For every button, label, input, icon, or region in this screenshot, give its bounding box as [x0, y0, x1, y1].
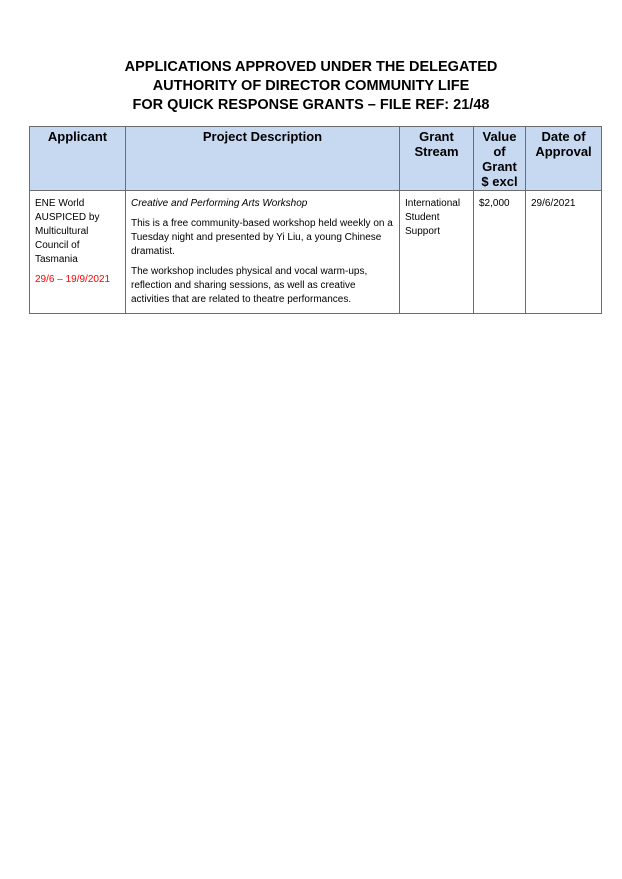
table-header-row: [30, 127, 602, 191]
title-line-3: FOR QUICK RESPONSE GRANTS – FILE REF: 21/48: [132, 97, 490, 113]
cell-project-description: [126, 191, 400, 314]
applicant-name: ENE World AUSPICED by Multicultural Council of Tasmania: [35, 198, 100, 265]
header-value-line-4: $ excl: [481, 174, 518, 189]
cell-value: $2,000: [474, 191, 526, 314]
project-description-paragraph-1: This is a free community-based workshop held weekly on a Tuesday night and presented by Yi Liu, a young Chinese dramatist.: [131, 218, 393, 257]
document-title: [0, 58, 622, 115]
applicant-date-range: 29/6 – 19/9/2021: [35, 274, 111, 285]
header-value-line-1: Value: [482, 129, 517, 144]
header-project-description: Project Description: [126, 127, 400, 191]
header-value: [474, 127, 526, 191]
header-value-line-3: Grant: [482, 159, 517, 174]
project-title: Creative and Performing Arts Workshop: [131, 198, 308, 209]
grants-table: [29, 126, 602, 314]
cell-grant-stream: International Student Support: [400, 191, 474, 314]
project-description-paragraph-2: The workshop includes physical and vocal warm-ups, reflection and sharing sessions, as well as creative activities that are related to theatre performances.: [131, 266, 368, 305]
title-line-2: AUTHORITY OF DIRECTOR COMMUNITY LIFE: [152, 78, 470, 94]
header-grant-stream: Grant Stream: [400, 127, 474, 191]
table-row: [30, 191, 602, 314]
cell-applicant: [30, 191, 126, 314]
title-line-1: APPLICATIONS APPROVED UNDER THE DELEGATED: [124, 59, 498, 75]
header-value-line-2: of: [493, 144, 506, 159]
cell-date-of-approval: 29/6/2021: [526, 191, 602, 314]
header-applicant: Applicant: [30, 127, 126, 191]
header-date-of-approval: Date of Approval: [526, 127, 602, 191]
